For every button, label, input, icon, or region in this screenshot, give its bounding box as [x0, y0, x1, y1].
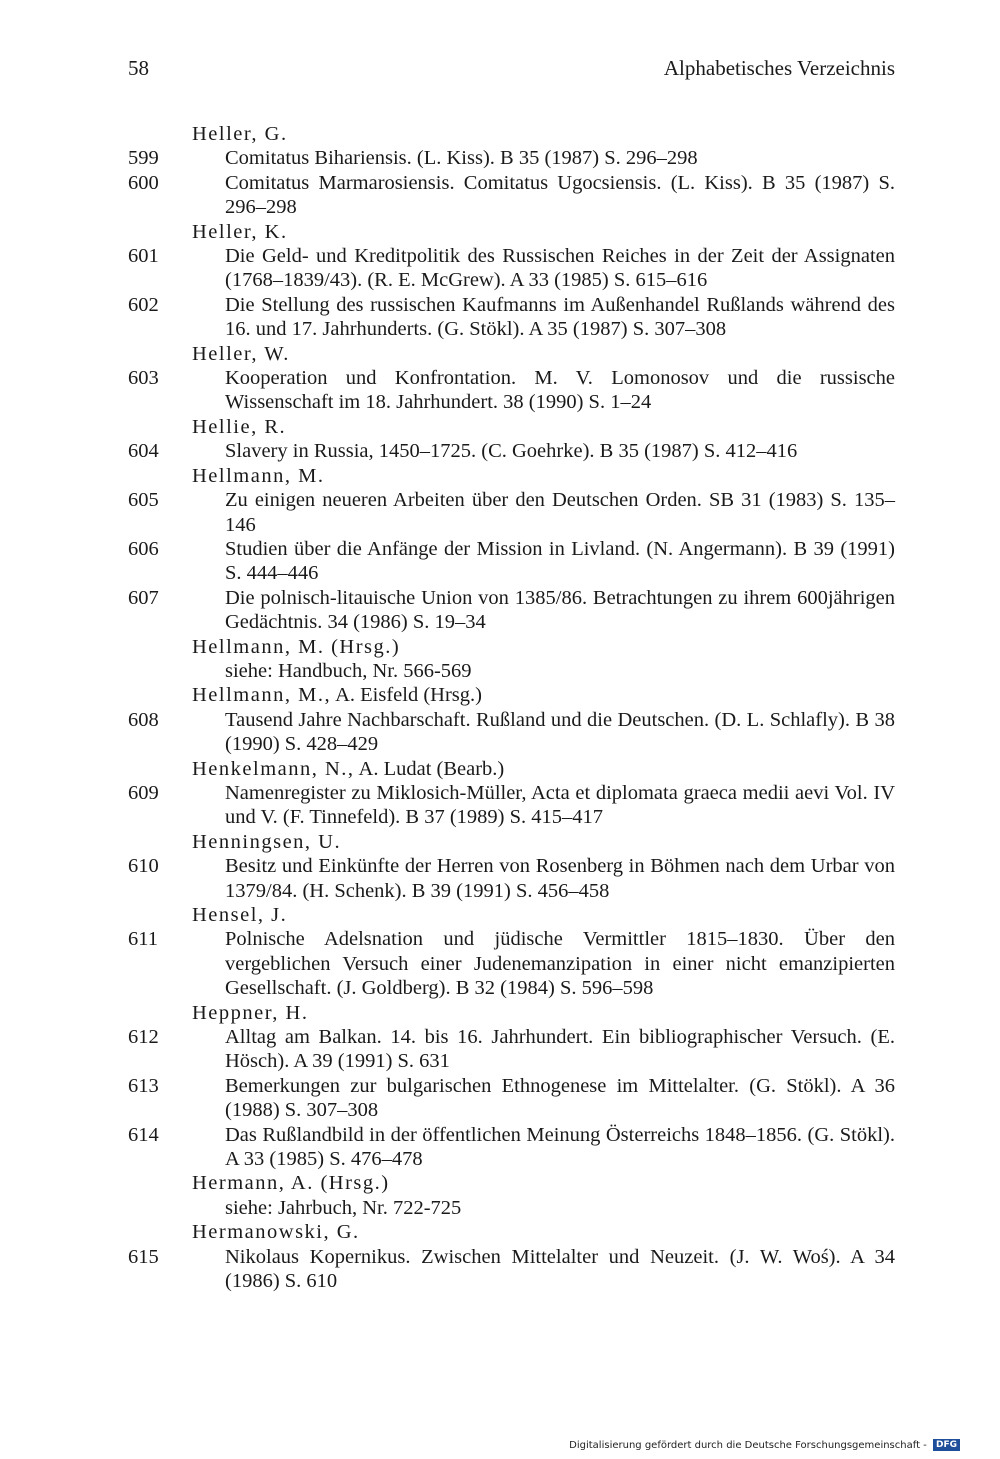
author-heading [0, 903, 1000, 927]
author-heading [0, 757, 1000, 781]
entry-text: Tausend Jahre Nachbarschaft. Rußland und die Deutschen. (D. L. Schlafly). B 38 (1990) S. 428–429 [225, 708, 895, 756]
entry-number: 606 [128, 537, 159, 560]
author-heading [0, 635, 1000, 659]
bibliography-entry [0, 244, 1000, 293]
entry-text: Comitatus Bihariensis. (L. Kiss). B 35 (1987) S. 296–298 [225, 147, 698, 170]
entry-text: Nikolaus Kopernikus. Zwischen Mittelalter und Neuzeit. (J. W. Woś). A 34 (1986) S. 610 [225, 1245, 895, 1293]
author-heading [0, 342, 1000, 366]
bibliography-entry [0, 1074, 1000, 1123]
entry-number: 610 [128, 855, 159, 878]
author-name: Hermann, A. (Hrsg.) [192, 1172, 390, 1195]
bibliography-entry [0, 1245, 1000, 1294]
author-note: A. Ludat (Bearb.) [354, 757, 505, 780]
author-heading [0, 683, 1000, 707]
author-name: Henkelmann, N., [192, 757, 355, 780]
bibliography-entry [0, 1025, 1000, 1074]
bibliography-entry [0, 537, 1000, 586]
entry-text: Polnische Adelsnation und jüdische Vermittler 1815–1830. Über den vergeblichen Versuch einer Judenemanzipation in einer nicht emanzipierten Gesellschaft. (J. Goldberg). B 32 (1984) S. 596–598 [225, 928, 895, 1000]
bibliography-entry [0, 586, 1000, 635]
author-heading [0, 830, 1000, 854]
bibliography-entry [0, 708, 1000, 757]
author-heading [0, 220, 1000, 244]
author-name: Henningsen, U. [192, 830, 342, 853]
entry-number: 603 [128, 367, 159, 390]
entry-text: Slavery in Russia, 1450–1725. (C. Goehrke). B 35 (1987) S. 412–416 [225, 440, 798, 463]
author-heading [0, 1220, 1000, 1244]
author-name: Hensel, J. [192, 904, 288, 926]
entry-number: 611 [128, 928, 158, 951]
bibliography-entry [0, 146, 1000, 170]
entry-text: Comitatus Marmarosiensis. Comitatus Ugocsiensis. (L. Kiss). B 35 (1987) S. 296–298 [225, 171, 895, 219]
entry-text: Alltag am Balkan. 14. bis 16. Jahrhundert. Ein bibliographischer Versuch. (E. Hösch). A 39 (1991) S. 631 [225, 1026, 895, 1073]
entry-number: 613 [128, 1074, 159, 1097]
bibliography-entry [0, 293, 1000, 342]
bibliography-entry [0, 171, 1000, 220]
bibliography-entry [0, 927, 1000, 1000]
digitization-credit [569, 1439, 960, 1451]
author-heading [0, 122, 1000, 146]
entry-number: 604 [128, 440, 159, 463]
page-header [128, 56, 895, 86]
entry-text: Die Geld- und Kreditpolitik des Russischen Reiches in der Zeit der Assignaten (1768–1839/43). (R. E. McGrew). A 33 (1985) S. 615–616 [225, 245, 895, 292]
author-heading [0, 1001, 1000, 1025]
running-title: Alphabetisches Verzeichnis [663, 56, 895, 80]
bibliography-entry [0, 366, 1000, 415]
author-heading [0, 415, 1000, 439]
dfg-logo: DFG [933, 1439, 960, 1451]
cross-reference: siehe: Jahrbuch, Nr. 722-725 [225, 1196, 462, 1219]
entry-number: 614 [128, 1123, 159, 1146]
entry-text: Bemerkungen zur bulgarischen Ethnogenese im Mittelalter. (G. Stökl). A 36 (1988) S. 307–308 [225, 1074, 895, 1122]
entry-number: 612 [128, 1026, 159, 1049]
entry-number: 599 [128, 147, 159, 170]
author-name: Hellmann, M., [192, 684, 332, 707]
entry-text: Namenregister zu Miklosich-Müller, Acta et diplomata graeca medii aevi Vol. IV und V. (F. Tinnefeld). B 37 (1989) S. 415–417 [225, 781, 895, 829]
bibliography-entry [0, 439, 1000, 463]
author-name: Heller, W. [192, 342, 290, 365]
entry-number: 609 [128, 781, 159, 804]
author-note: A. Eisfeld (Hrsg.) [331, 684, 482, 707]
author-name: Hellmann, M. (Hrsg.) [192, 635, 401, 658]
bibliography-entry [0, 781, 1000, 830]
entry-number: 607 [128, 586, 159, 609]
author-name: Hellmann, M. [192, 464, 325, 487]
author-name: Heller, G. [192, 123, 288, 145]
entry-text: Studien über die Anfänge der Mission in Livland. (N. Angermann). B 39 (1991) S. 444–446 [225, 537, 895, 585]
author-heading [0, 464, 1000, 488]
entry-text: Die polnisch-litauische Union von 1385/86. Betrachtungen zu ihrem 600jährigen Gedächtnis. 34 (1986) S. 19–34 [225, 586, 895, 634]
author-name: Hellie, R. [192, 415, 287, 438]
author-name: Heppner, H. [192, 1001, 309, 1024]
entry-number: 615 [128, 1245, 159, 1268]
page-number: 58 [128, 56, 149, 80]
entry-text: Zu einigen neueren Arbeiten über den Deutschen Orden. SB 31 (1983) S. 135–146 [225, 489, 895, 536]
author-heading [0, 1171, 1000, 1195]
author-name: Hermanowski, G. [192, 1221, 360, 1244]
entry-text: Besitz und Einkünfte der Herren von Rosenberg in Böhmen nach dem Urbar von 1379/84. (H. Schenk). B 39 (1991) S. 456–458 [225, 855, 895, 902]
entry-number: 605 [128, 489, 159, 512]
entry-number: 608 [128, 708, 159, 731]
entry-number: 602 [128, 293, 159, 316]
entry-number: 600 [128, 171, 159, 194]
entry-text: Die Stellung des russischen Kaufmanns im Außenhandel Rußlands während des 16. und 17. Jahrhunderts. (G. Stökl). A 35 (1987) S. 307–308 [225, 293, 895, 341]
cross-reference: siehe: Handbuch, Nr. 566-569 [225, 659, 472, 682]
author-name: Heller, K. [192, 220, 288, 243]
credit-text: Digitalisierung gefördert durch die Deutsche Forschungsgemeinschaft - [569, 1440, 927, 1451]
entry-number: 601 [128, 245, 159, 268]
bibliography-entry [0, 488, 1000, 537]
entry-text: Das Rußlandbild in der öffentlichen Meinung Österreichs 1848–1856. (G. Stökl). A 33 (1985) S. 476–478 [225, 1123, 895, 1171]
bibliography-list [0, 122, 1000, 1294]
bibliography-entry [0, 1123, 1000, 1172]
entry-text: Kooperation und Konfrontation. M. V. Lomonosov und die russische Wissenschaft im 18. Jahrhundert. 38 (1990) S. 1–24 [225, 367, 895, 414]
bibliography-entry [0, 854, 1000, 903]
